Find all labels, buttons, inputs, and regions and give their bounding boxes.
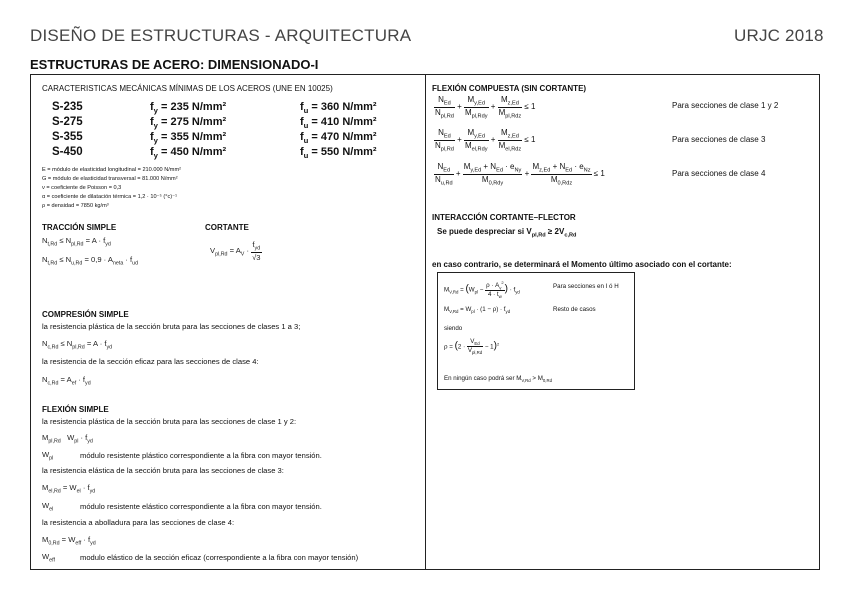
constant-line: G = módulo de elasticidad transversal = 81.000 N/mm² [42, 176, 178, 182]
compuesta-formula-3: $\frac{N_{Ed}}{N_{u,Rd}}$ + $\frac{M_{y,Ed} + N_{Ed} \cdot e_{Ny}}{M_{0,Rdy}}$ + $\frac{M_{z,Ed} + N_{Ed} \cdot e_{Nz}}{M_{0,Rdz}}$ ≤ 1 [435, 162, 605, 187]
traccion-formula-1: $N_{t,Rd} \le N_{pl,Rd} = A \cdot f_{yd}$ [42, 236, 111, 248]
flexion-formula-2: $M_{el,Rd} = W_{el} \cdot f_{yd}$ [42, 483, 96, 495]
flexion-text-2: la resistencia elástica de la sección bruta para las secciones de clase 3: [42, 466, 284, 475]
flexion-wel-desc: módulo resistente elástico correspondiente a la fibra con mayor tensión. [80, 502, 322, 511]
constant-line: ρ = densidad = 7850 kg/m³ [42, 203, 109, 209]
steel-name: S-450 [52, 146, 83, 158]
compuesta-class4: Para secciones de clase 4 [672, 169, 766, 178]
flexion-wel: $W_{el}$ [42, 501, 54, 513]
characteristics-heading [42, 84, 333, 93]
moment-formula-1: $M_{V,Rd} = (W_{pl}$ − $\frac{\rho \cdot A_v^2}{4 \cdot t_w}$ ) · $f_{yd}$ [444, 280, 520, 300]
compuesta-class12: Para secciones de clase 1 y 2 [672, 101, 779, 110]
flexion-weff-desc: modulo elástico de la sección eficaz (correspondiente a la fibra con mayor tensión) [80, 553, 359, 562]
cortante-formula: $V_{pl,Rd} = A_V$ · $\frac{f_{yd}}{√3}$ [210, 240, 261, 262]
flexion-weff: $W_{eff}$ [42, 552, 55, 564]
compresion-text-2: la resistencia de la sección eficaz para las secciones de clase 4: [42, 357, 259, 366]
constant-line: α = coeficiente de dilatación térmica = 1,2 · 10⁻⁵ (°c)⁻¹ [42, 194, 177, 200]
moment-rho: ρ = (2 · $\frac{V_{Ed}}{V_{pl,Rd}}$ − 1)$^2$ [444, 338, 500, 356]
steel-fu: $f_u = 550$ N/mm² [300, 146, 377, 161]
cortante-title: CORTANTE [205, 223, 249, 232]
flexion-text-1: la resistencia plástica de la sección bruta para las secciones de clase 1 y 2: [42, 417, 297, 426]
moment-siendo: siendo [444, 325, 463, 332]
interaccion-title: INTERACCIÓN CORTANTE–FLECTOR [432, 213, 576, 222]
constant-line: ν = coeficiente de Poisson = 0,3 [42, 185, 122, 191]
flexion-title: FLEXIÓN SIMPLE [42, 405, 109, 414]
contrario-text: en caso contrario, se determinará el Momento último asociado con el cortante: [432, 260, 732, 269]
characteristics-title: CARACTERISTICAS MECÁNICAS MÍNIMAS DE LOS ACEROS [42, 84, 271, 93]
compuesta-class3: Para secciones de clase 3 [672, 135, 766, 144]
moment-note: En ningún caso podrá ser $M_{V,Rd} > M_{0,Rd}$ [444, 375, 553, 384]
steel-name: S-355 [52, 131, 83, 143]
steel-fu: $f_u = 410$ N/mm² [300, 116, 377, 131]
compresion-title: COMPRESIÓN SIMPLE [42, 310, 129, 319]
interaccion-condition: Se puede despreciar si $V_{pl,Rd} \ge 2V_{c,Rd}$ [437, 227, 577, 239]
column-divider [425, 74, 426, 570]
flexion-text-3: la resistencia a abolladura para las secciones de clase 4: [42, 518, 235, 527]
steel-name: S-235 [52, 101, 83, 113]
moment-case-2: Resto de casos [553, 306, 596, 313]
document-subtitle: ESTRUCTURAS DE ACERO: DIMENSIONADO-I [30, 57, 319, 72]
steel-fu: $f_u = 470$ N/mm² [300, 131, 377, 146]
steel-fy: $f_y = 235$ N/mm² [150, 101, 227, 116]
steel-fy: $f_y = 275$ N/mm² [150, 116, 227, 131]
constant-line: E = módulo de elasticidad longitudinal = 210.000 N/mm² [42, 167, 181, 173]
compresion-formula-2: $N_{c,Rd} = A_{ef} \cdot f_{yd}$ [42, 375, 91, 387]
traccion-formula-2: $N_{t,Rd} \le N_{u,Rd} = 0,9 \cdot A_{neta} \cdot f_{ud}$ [42, 255, 139, 267]
steel-fy: $f_y = 450$ N/mm² [150, 146, 227, 161]
steel-name: S-275 [52, 116, 83, 128]
document-title: DISEÑO DE ESTRUCTURAS - ARQUITECTURA [30, 26, 412, 45]
moment-formula-2: $M_{V,Rd} = W_{pl} \cdot (1 - \rho) \cdot f_{yd}$ [444, 306, 511, 315]
flexion-wpl-desc: módulo resistente plástico correspondiente a la fibra con mayor tensión. [80, 451, 322, 460]
document-org: URJC 2018 [734, 26, 824, 45]
compresion-formula-1: $N_{c,Rd} \le N_{pl,Rd} = A \cdot f_{yd}$ [42, 339, 113, 351]
moment-case-1: Para secciones en I ó H [553, 283, 619, 290]
traccion-title: TRACCIÓN SIMPLE [42, 223, 117, 232]
steel-fu: $f_u = 360$ N/mm² [300, 101, 377, 116]
flexion-formula-1: $M_{pl,Rd}$ $W_{pl} \cdot f_{yd}$ [42, 433, 93, 445]
compuesta-formula-1: $\frac{N_{Ed}}{N_{pl,Rd}}$ + $\frac{M_{y,Ed}}{M_{pl,Rdy}}$ + $\frac{M_{z,Ed}}{M_{pl,Rdz}}$ ≤ 1 [435, 95, 536, 120]
compuesta-title: FLEXIÓN COMPUESTA (SIN CORTANTE) [432, 84, 587, 93]
flexion-formula-3: $M_{0,Rd} = W_{eff} \cdot f_{yd}$ [42, 535, 96, 547]
flexion-wpl: $W_{pl}$ [42, 450, 54, 462]
compuesta-formula-2: $\frac{N_{Ed}}{N_{pl,Rd}}$ + $\frac{M_{y,Ed}}{M_{el,Rdy}}$ + $\frac{M_{z,Ed}}{M_{el,Rdz}}$ ≤ 1 [435, 128, 536, 153]
characteristics-norm: (UNE EN 10025) [272, 84, 333, 93]
steel-fy: $f_y = 355$ N/mm² [150, 131, 227, 146]
compresion-text-1: la resistencia plástica de la sección bruta para las secciones de clases 1 a 3; [42, 322, 301, 331]
